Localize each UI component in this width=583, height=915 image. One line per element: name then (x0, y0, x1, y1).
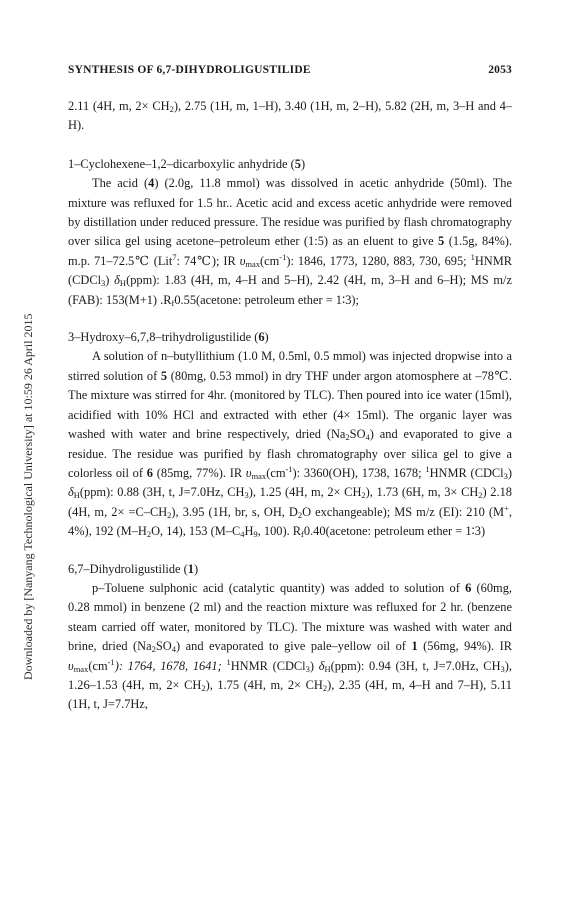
page-number: 2053 (488, 64, 512, 76)
running-title: SYNTHESIS OF 6,7-DIHYDROLIGUSTILIDE (68, 64, 311, 76)
continuation-paragraph: 2.11 (4H, m, $2\times CH_2$), 2.75 (1H, m, 1–H), 3.40 (1H, m, 2–H), 5.82 (2H, m, 3–H and 4–H). (68, 99, 512, 133)
article-body (68, 97, 512, 715)
procedure-hydroxy: A solution of n–butyllithium (1.0 M, 0.5ml, 0.5 mmol) was injected dropwise into a stirred solution of 5 (80mg, 0.53 mmol) in dry THF under argon atomosphere at –78℃. The mixture was stirred for 4hr. (monitored by TLC). Then poured into ice water (15ml), acidified with 10% HCl and extracted with ether (4× 15ml). The organic layer was washed with water and brine respectively, dried $(Na_2SO_4)$ and evaporated to give a residue. The residue was purified by flash chromatography over silica gel to give a colorless oil of 6 (85mg, 77%). IR $\upsilon_{max}(cm^{-1})$: 3360(OH), 1738, 1678; $^1$HNMR (CDCl$_3$) $\delta_H(ppm)$: 0.88 (3H, t, J=7.0Hz, $CH_3$), 1.25 (4H, m, $2\times CH_2$), 1.73 (6H, m, $3\times CH_2$) 2.18 (4H, m, $2\times =C-CH_2$), 3.95 (1H, br, s, OH, $D_2O$ exchangeable); MS m/z (EI): 210 (M+, 4%), 192 ($M-H_2O$, 14), 153 ($M-C_4H_9$, 100). $R_f0.40(acetone$: petroleum ether = 1∶3) (68, 349, 513, 540)
download-note: Downloaded by [Nanyang Technological University] at 10:59 26 April 2015 (21, 313, 35, 680)
section-heading-hydroxy: 3–Hydroxy–6,7,8–trihydroligustilide (6) (68, 330, 269, 345)
procedure-anhydride: The acid (4) (2.0g, 11.8 mmol) was dissolved in acetic anhydride (50ml). The mixture was refluxed for 1.5 hr.. Acetic acid and excess acetic anhydride were removed by distillation under reduced pressure. The residue was purified by flash chromatography over silica gel using acetone–petroleum ether (1:5) as an eluent to give 5 (1.5g, 84%). m.p. 71–72.5℃ (Lit$^7$: 74℃); IR $\upsilon_{max}(cm^{-1})$: 1846, 1773, 1280, 883, 730, 695; $^1$HNMR (CDCl$_3$) $\delta_H(ppm)$: 1.83 (4H, m, 4–H and 5–H), 2.42 (4H, m, 3–H and 6–H); MS m/z (FAB): 153(M+1) $.R_f0.55(acetone$: petroleum ether = 1∶3); (68, 176, 512, 308)
section-heading-dihydroligustilide: 6,7–Dihydroligustilide (1) (68, 561, 199, 576)
procedure-dihydroligustilide: p–Toluene sulphonic acid (catalytic quantity) was added to solution of 6 (60mg, 0.28 mmol) in benzene (2 ml) and the reaction mixture was refluxed for 2 hr. (benzene steam carried off water, monitored by TLC). The mixture was washed with water and brine, dried $(Na_2SO_4)$ and evaporated to give pale–yellow oil of 1 (56mg, 94%). IR $\upsilon_{max}(cm^{-1})$: 1764, 1678, 1641; $^1$HNMR (CDCl$_3$) $\delta_H(ppm)$: 0.94 (3H, t, J=7.0Hz, $CH_3$), 1.26–1.53 (4H, m, $2\times CH_2$), 1.75 (4H, m, $2\times CH_2$), 2.35 (4H, m, 4–H and 7–H), 5.11 (1H, t, J=7.7Hz, (68, 580, 513, 712)
section-heading-anhydride: 1–Cyclohexene–1,2–dicarboxylic anhydride (5) (68, 156, 306, 171)
download-watermark (8, 90, 35, 680)
